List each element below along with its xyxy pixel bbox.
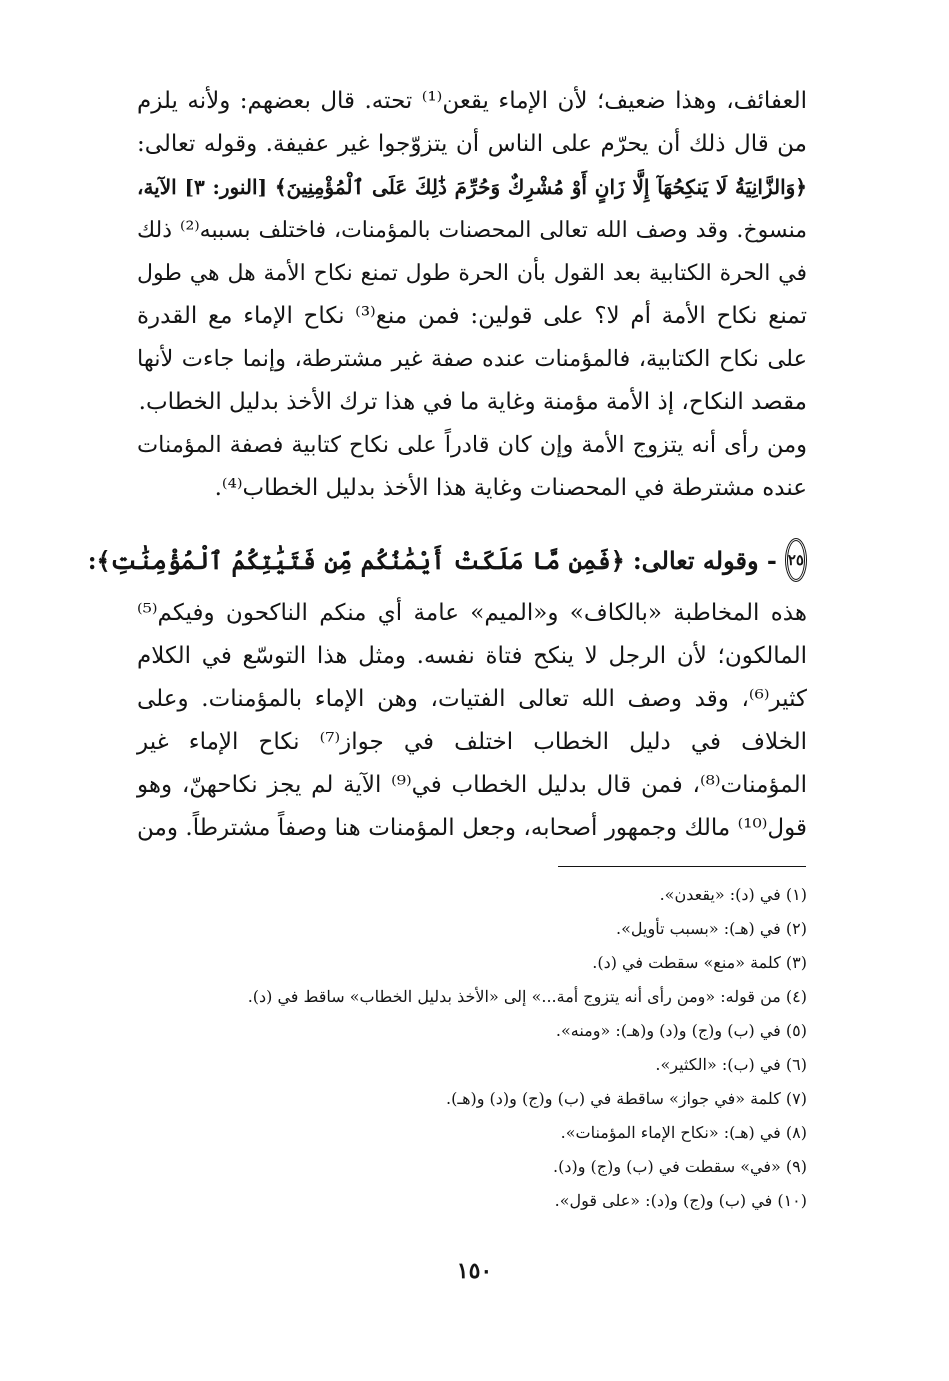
text-line: تمنع نكاح الأمة أم لا؟ على قولين: فمن منع⁽³⁾ نكاح الإماء مع القدرة [137, 303, 807, 329]
text-line: هذه المخاطبة «بالكاف» و«الميم» عامة أي منكم الناكحون وفيكم⁽⁵⁾ [137, 600, 807, 626]
footnote-item: (٢) في (هـ): «بسبب تأويل». [616, 919, 807, 938]
footnote-item: (٣) كلمة «منع» سقطت في (د). [592, 953, 807, 972]
footnote-item: (٦) في (ب): «الكثير». [655, 1055, 807, 1074]
text-line: كثير⁽⁶⁾، وقد وصف الله تعالى الفتيات، وهن الإماء بالمؤمنات. وعلى [137, 686, 807, 712]
text-line: المالكون؛ لأن الرجل لا ينكح فتاة نفسه. ومثل هذا التوسّع في الكلام [137, 643, 807, 669]
footnote-item: (٩) «في» سقطت في (ب) و(ج) و(د). [553, 1157, 807, 1176]
text-line: على نكاح الكتابية، فالمؤمنات عنده صفة غير مشترطة، وإنما جاءت لأنها [137, 346, 807, 372]
footnote-item: (٤) من قوله: «ومن رأى أنه يتزوج أمة...» إلى «الأخذ بدليل الخطاب» ساقط في (د). [247, 987, 807, 1006]
heading-verse: ﴿فَمِن مَّا مَلَكَتْ أَيْمَٰنُكُم مِّن فَتَيَٰتِكُمُ ٱلْمُؤْمِنَٰتِ﴾: [87, 545, 625, 575]
section-heading [87, 535, 807, 585]
text-line: من قال ذلك أن يحرّم على الناس أن يتزوّجوا غير عفيفة. وقوله تعالى: [137, 131, 807, 157]
text-line: ومن رأى أنه يتزوج الأمة وإن كان قادراً على نكاح كتابية فصفة المؤمنات [137, 432, 807, 458]
paragraph-2 [137, 592, 807, 850]
footnote-item: (٥) في (ب) و(ج) و(د) و(هـ): «ومنه». [555, 1021, 807, 1040]
text-line: العفائف، وهذا ضعيف؛ لأن الإماء يقعن⁽¹⁾ تحته. قال بعضهم: ولأنه يلزم [137, 88, 807, 114]
verse-number-badge: ٢٥ [785, 538, 807, 582]
footnotes [137, 878, 807, 1218]
text-line: منسوخ. وقد وصف الله تعالى المحصنات بالمؤمنات، فاختلف بسببه⁽²⁾ ذلك [137, 218, 808, 243]
heading-label: - وقوله تعالى: [632, 545, 777, 575]
text-line: في الحرة الكتابية بعد القول بأن الحرة طول تمنع نكاح الأمة هل هي طول [137, 261, 807, 286]
text-line: عنده مشترطة في المحصنات وغاية هذا الأخذ بدليل الخطاب⁽⁴⁾. [214, 475, 807, 501]
footnote-item: (٨) في (هـ): «نكاح الإماء المؤمنات». [560, 1123, 807, 1142]
page-number: ١٥٠ [456, 1258, 493, 1284]
footnote-item: (٧) كلمة «في جواز» ساقطة في (ب) و(ج) و(د) و(هـ). [446, 1089, 807, 1108]
text-line: المؤمنات⁽⁸⁾، فمن قال بدليل الخطاب في⁽⁹⁾ الآية لم يجز نكاحهنّ، وهو [137, 772, 807, 798]
text-line: مقصد النكاح، إذ الأمة مؤمنة وغاية ما في هذا ترك الأخذ بدليل الخطاب. [138, 389, 807, 415]
footnote-item: (١) في (د): «يقعدن». [659, 885, 807, 904]
footnote-divider [558, 866, 806, 867]
paragraph-1 [137, 80, 807, 510]
footnote-item: (١٠) في (ب) و(ج) و(د): «على قول». [554, 1191, 807, 1210]
text-line: الخلاف في دليل الخطاب اختلف في جواز⁽⁷⁾ نكاح الإماء غير [137, 729, 807, 755]
text-line: قول⁽¹⁰⁾ مالك وجمهور أصحابه، وجعل المؤمنات هنا وصفاً مشترطاً. ومن [137, 815, 807, 841]
quran-verse-line: ﴿وَالزَّانِيَةُ لَا يَنكِحُهَآ إِلَّا زَانٍ أَوْ مُشْرِكٌ وَحُرِّمَ ذَٰلِكَ عَلَى ٱلْمُؤْمِنِينَ﴾ [النور: ٣] الآية، [137, 175, 808, 199]
